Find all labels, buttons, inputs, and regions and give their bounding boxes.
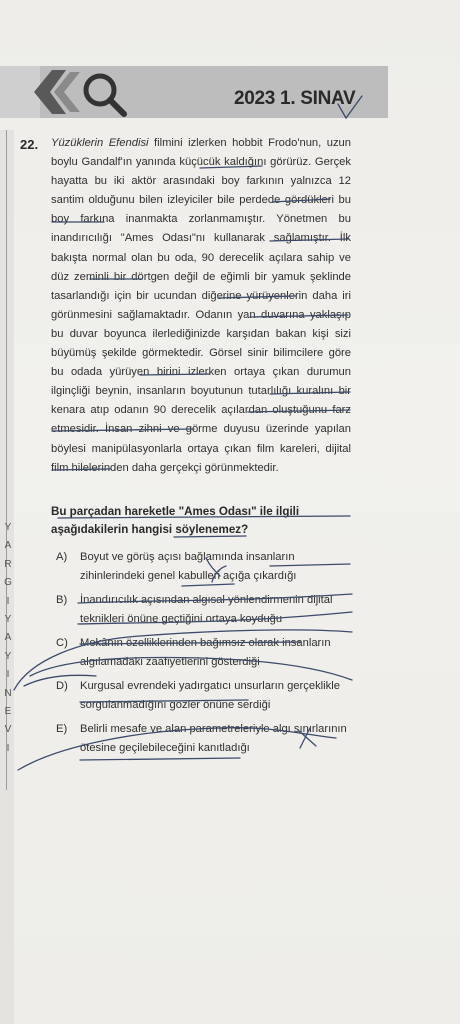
side-letter: E xyxy=(4,706,12,718)
option-b[interactable] xyxy=(56,591,356,629)
side-letter: Y xyxy=(4,522,12,533)
option-text: Boyut ve görüş açısı bağlamında insanların zihinlerindeki genel kabulleri açığa çıkardığı xyxy=(80,551,297,582)
side-letter: G xyxy=(4,577,12,589)
exam-label: 2023 1. SINAV xyxy=(234,88,356,109)
option-letter: B) xyxy=(56,594,68,606)
side-letter: I xyxy=(6,669,10,681)
question-number: 22. xyxy=(20,137,39,152)
option-text: Mekânın özelliklerinden bağımsız olarak insanların algılamadaki zaafiyetlerini gösterdiği xyxy=(80,637,331,668)
option-letter: D) xyxy=(56,680,68,692)
side-vertical-text xyxy=(2,519,14,758)
side-letter: A xyxy=(4,632,12,644)
side-letter: R xyxy=(4,558,12,570)
answer-options xyxy=(56,548,356,763)
option-letter: E) xyxy=(56,723,68,735)
option-text: İnandırıcılık açısından algısal yönlendirmenin dijital teknikleri önüne geçtiğini ortaya koyduğu xyxy=(80,594,333,625)
side-letter: N xyxy=(4,687,12,699)
option-letter: C) xyxy=(56,637,68,649)
option-c[interactable] xyxy=(56,634,356,672)
question-passage xyxy=(51,134,351,478)
side-letter: Y xyxy=(4,650,12,662)
option-text: Belirli mesafe ve alan parametreleriyle algı sınırlarının ötesine geçilebileceğini kanıtladığı xyxy=(80,723,347,754)
side-letter: I xyxy=(6,742,10,754)
question-stem: Bu parçadan hareketle "Ames Odası" ile ilgili aşağıdakilerin hangisi söylenemez? xyxy=(51,505,300,536)
option-d[interactable] xyxy=(56,677,356,715)
passage-title: Yüzüklerin Efendisi xyxy=(51,137,149,149)
side-letter: A xyxy=(4,540,12,552)
option-letter: A) xyxy=(56,551,68,563)
passage-text: filmini izlerken hobbit Frodo'nun, uzun boylu Gandalf'ın yanında küçücük kaldığını görürüz. Gerçek hayatta bu iki aktör arasındaki boy farkının yalnızca 12 santim olduğunu bilen izleyiciler bile perdede gördükleri bu boy farkına inanmakta zorlanmamıştır. Yönetmen bu inandırıcılığı "Ames Odası"nı kullanarak sağlamıştır. İlk bakışta normal olan bu oda, 90 derecelik açılara sahip ve düz zeminli bir dörtgen değil de eğimli bir yamuk şeklinde tasarlandığı için bir ucundan diğerine yürüyenlerin daha iri görünmesini sağlamaktadır. Odanın yan duvarına yaklaşıp bu duvar boyunca ilerlediğinizde karşıdan bakan kişi sizi büyümüş şekilde görmektedir. Görsel sinir bilimcilere göre bu odada yürüyen birini izlerken ortaya çıkan durumun ilginçliği beynin, insanların boyutunun tutarlılığı kuralını bir kenara atıp odanın 90 derecelik açılardan oluştuğunu farz etmesidir. İnsan zihni ve görme duyusu üzerinde yapılan böylesi manipülasyonlarla ortaya çıkan film kareleri, dijital film hilelerinden daha gerçekçi görünmektedir. xyxy=(51,137,351,474)
option-text: Kurgusal evrendeki yadırgatıcı unsurların gerçeklikle sorgulanmadığını gözler önüne serdiği xyxy=(80,680,340,711)
option-a[interactable] xyxy=(56,548,356,586)
side-letter: V xyxy=(4,724,12,736)
side-letter: Y xyxy=(4,614,12,626)
side-letter: I xyxy=(6,595,10,607)
search-icon xyxy=(30,60,140,124)
option-e[interactable] xyxy=(56,720,356,758)
